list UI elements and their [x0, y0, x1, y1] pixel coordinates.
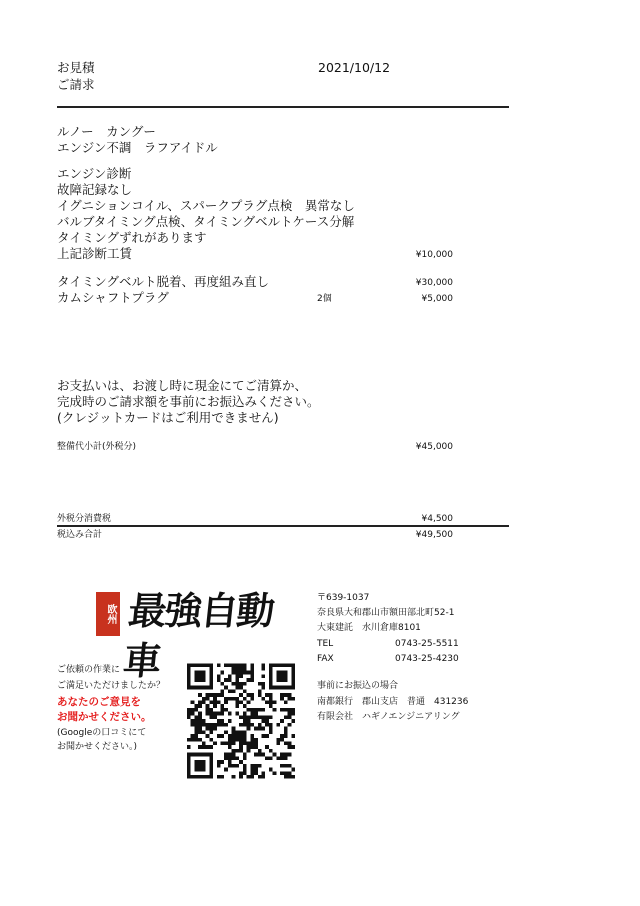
item-label: カムシャフトプラグ: [57, 290, 169, 305]
work-line: 故障記録なし: [57, 182, 133, 197]
review-text: お聞かせください。): [57, 742, 138, 752]
payment-note-line: (クレジットカードはご利用できません): [57, 410, 279, 425]
item-label: 上記診断工賃: [57, 246, 133, 261]
tel-number: 0743-25-5511: [395, 639, 459, 649]
review-text: (Googleの口コミにて: [57, 728, 147, 738]
fax-number: 0743-25-4230: [395, 654, 459, 664]
bank-title: 事前にお振込の場合: [317, 681, 399, 691]
logo-region-badge: 欧州: [96, 592, 120, 636]
header-divider: [57, 106, 509, 108]
total-divider: [57, 525, 509, 527]
item-amount: ¥5,000: [421, 294, 453, 304]
work-line: バルブタイミング点検、タイミングベルトケース分解: [57, 214, 355, 229]
total-label: 税込み合計: [57, 530, 103, 540]
review-emphasis: あなたのご意見を: [57, 696, 141, 708]
fax-label: FAX: [317, 654, 334, 664]
company-address: 大東建託 水川倉庫8101: [317, 623, 421, 633]
logo-text: 最強自動車: [121, 588, 276, 683]
work-line: イグニションコイル、スパークプラグ点検 異常なし: [57, 198, 355, 213]
bank-account: 南都銀行 郡山支店 普通 431236: [317, 697, 469, 707]
review-text: ご満足いただけましたか？: [57, 681, 166, 691]
item-qty: 2個: [317, 294, 332, 304]
subtotal-label: 整備代小計(外税分): [57, 442, 137, 452]
total-amount: ¥49,500: [415, 530, 453, 540]
doc-type-invoice: ご請求: [57, 77, 95, 92]
tel-label: TEL: [317, 639, 334, 649]
company-logo: [96, 584, 296, 683]
company-address: 奈良県大和郡山市額田部北町52-1: [317, 608, 455, 618]
payment-note-line: お支払いは、お渡し時に現金にてご清算か、: [57, 378, 308, 393]
review-text: ご依頼の作業に: [57, 665, 121, 675]
review-emphasis: お聞かせください。: [57, 711, 152, 723]
company-postal: 〒639-1037: [317, 593, 370, 603]
item-amount: ¥30,000: [415, 278, 453, 288]
work-line: エンジン診断: [57, 166, 132, 181]
review-qr-code[interactable]: [187, 663, 295, 779]
item-amount: ¥10,000: [415, 250, 453, 260]
tax-amount: ¥4,500: [421, 514, 453, 524]
bank-holder: 有限会社 ハギノエンジニアリング: [317, 712, 460, 722]
doc-date: 2021/10/12: [318, 60, 391, 75]
vehicle-model: ルノー カングー: [57, 124, 156, 139]
subtotal-amount: ¥45,000: [415, 442, 453, 452]
doc-type-estimate: お見積: [57, 60, 95, 75]
payment-note-line: 完成時のご請求額を事前にお振込みください。: [57, 394, 320, 409]
item-label: タイミングベルト脱着、再度組み直し: [57, 274, 270, 289]
tax-label: 外税分消費税: [57, 514, 112, 524]
vehicle-symptom: エンジン不調 ラフアイドル: [57, 140, 218, 155]
work-line: タイミングずれがあります: [57, 230, 207, 245]
